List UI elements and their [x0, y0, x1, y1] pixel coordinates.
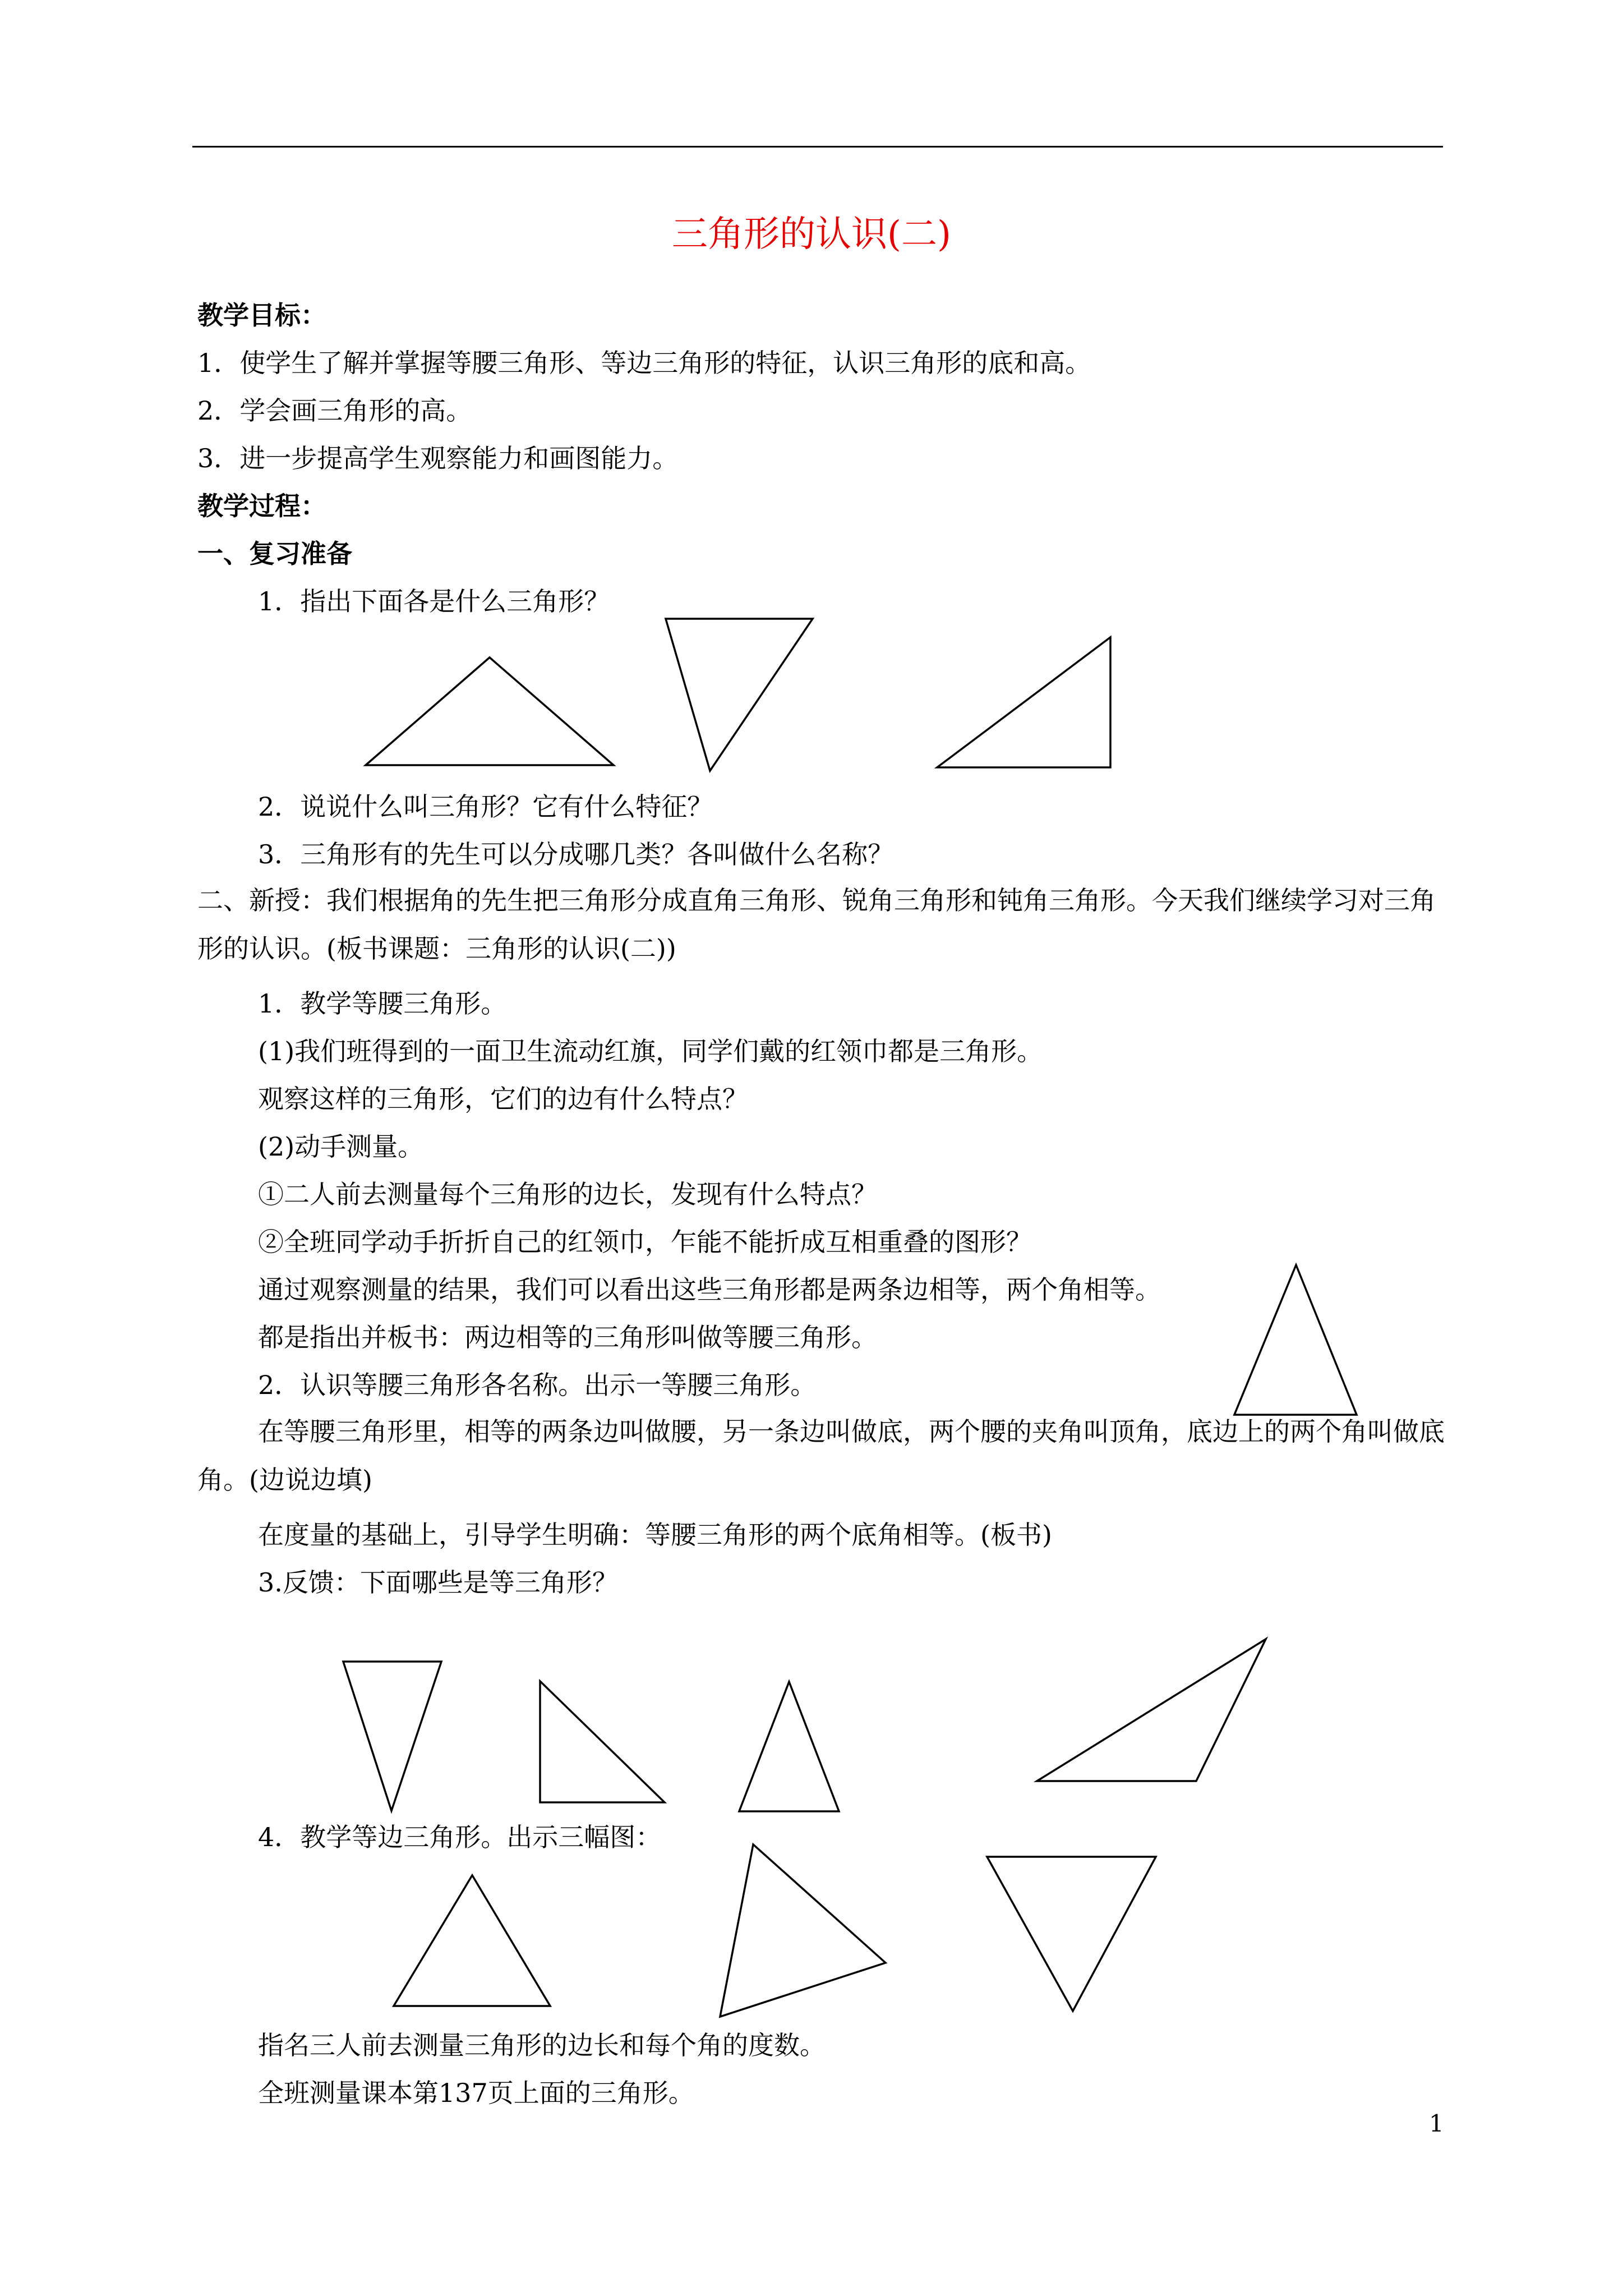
equilateral-triangle-1 [394, 1875, 550, 2006]
page-title: 三角形的认识(二) [672, 214, 951, 255]
step-4-text-b: 全班测量课本第137页上面的三角形。 [258, 2078, 694, 2108]
objective-item-3: 3．进一步提高学生观察能力和画图能力。 [197, 443, 679, 473]
step-2-text-b: 在度量的基础上，引导学生明确：等腰三角形的两个底角相等。(板书) [258, 1520, 1052, 1550]
objectives-heading: 教学目标： [197, 300, 326, 330]
equilateral-triangle-3 [987, 1857, 1156, 2011]
step-4-text-a: 指名三人前去测量三角形的边长和每个角的度数。 [258, 2030, 826, 2060]
new-lesson-intro: 二、新授：我们根据角的先生把三角形分成直角三角形、锐角三角形和钝角三角形。今天我们继续学习对三角形的认识。(板书课题：三角形的认识(二)) [197, 885, 1436, 964]
isosceles-triangle-demo [1234, 1265, 1357, 1415]
step-1-text-a: (1)我们班得到的一面卫生流动红旗，同学们戴的红领巾都是三角形。 [258, 1036, 1043, 1066]
step-2-title: 2．认识等腰三角形各名称。出示一等腰三角形。 [258, 1370, 817, 1400]
step-1-text-b: 观察这样的三角形，它们的边有什么特点？ [258, 1084, 748, 1114]
step-2-text-a: 在等腰三角形里，相等的两条边叫做腰，另一条边叫做底，两个腰的夹角叫顶角，底边上的两个角叫做底角。(边说边填) [197, 1416, 1445, 1495]
feedback-triangle-4 [1037, 1639, 1266, 1781]
equilateral-triangle-2 [720, 1844, 886, 2017]
feedback-triangle-3 [739, 1682, 839, 1811]
review-triangle-right [937, 637, 1110, 767]
step-4-title: 4．教学等边三角形。出示三幅图： [258, 1822, 662, 1852]
review-heading: 一、复习准备 [197, 539, 352, 569]
step-1-text-e: ②全班同学动手折折自己的红领巾，乍能不能折成互相重叠的图形？ [258, 1227, 1032, 1257]
review-question-2: 2．说说什么叫三角形？它有什么特征？ [258, 792, 713, 822]
objective-item-2: 2．学会画三角形的高。 [197, 395, 472, 426]
step-1-text-d: ①二人前去测量每个三角形的边长，发现有什么特点？ [258, 1179, 877, 1209]
step-1-text-f: 通过观察测量的结果，我们可以看出这些三角形都是两条边相等，两个角相等。 [258, 1274, 1161, 1305]
objective-item-1: 1．使学生了解并掌握等腰三角形、等边三角形的特征，认识三角形的底和高。 [197, 348, 1091, 378]
step-1-title: 1．教学等腰三角形。 [258, 988, 507, 1019]
step-1-text-c: (2)动手测量。 [258, 1131, 424, 1162]
step-3-title: 3.反馈：下面哪些是等三角形？ [258, 1567, 618, 1598]
page-number: 1 [1429, 2110, 1444, 2137]
step-1-text-g: 都是指出并板书：两边相等的三角形叫做等腰三角形。 [258, 1322, 877, 1352]
feedback-triangle-1 [343, 1662, 441, 1811]
review-triangle-acute [666, 619, 813, 771]
review-triangle-obtuse [366, 657, 614, 765]
feedback-triangle-2 [540, 1681, 665, 1802]
process-heading: 教学过程： [197, 491, 326, 521]
review-question-1: 1．指出下面各是什么三角形？ [258, 586, 610, 616]
review-question-3: 3．三角形有的先生可以分成哪几类？各叫做什么名称？ [258, 839, 894, 869]
